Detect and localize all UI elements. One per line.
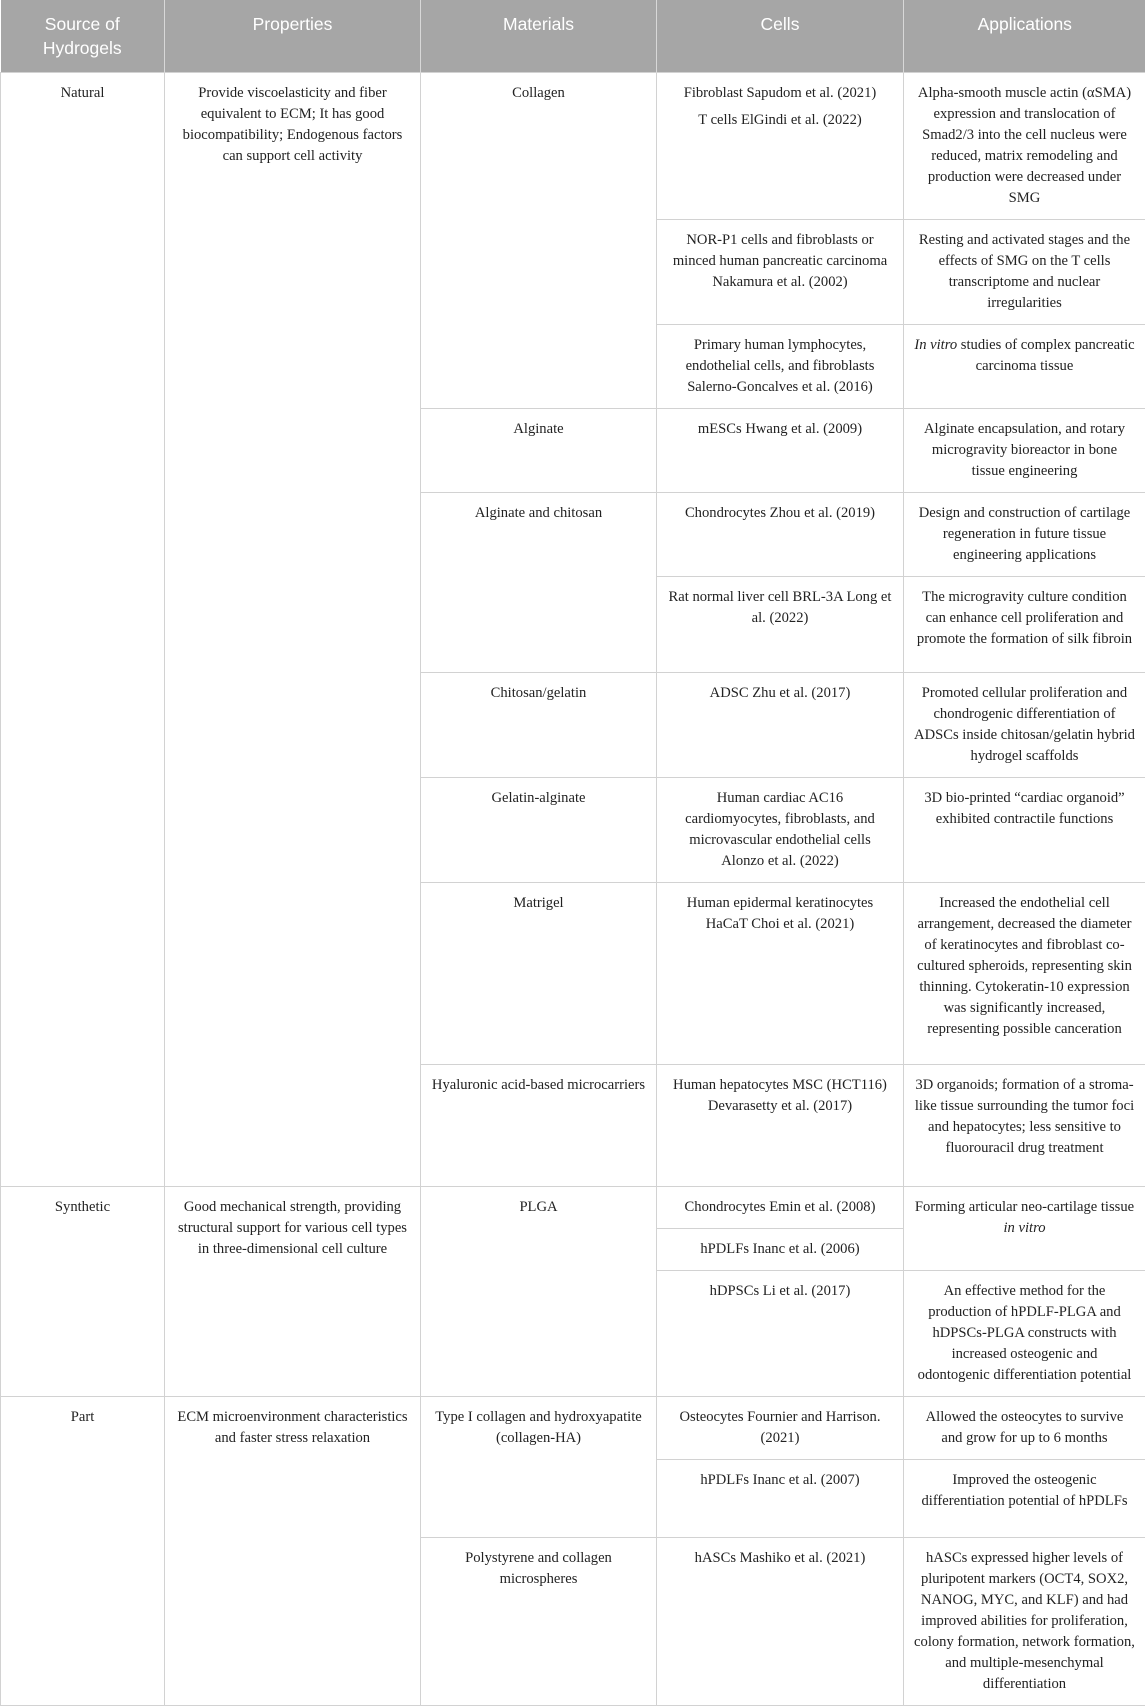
app-polystyrene: hASCs expressed higher levels of pluripotent markers (OCT4, SOX2, NANOG, MYC, and KLF) and had improved abilities for proliferation, colony formation, network formation, and multiple-mesenchymal differentiation xyxy=(904,1537,1145,1705)
app-collagen-ha-1: Allowed the osteocytes to survive and grow for up to 6 months xyxy=(904,1396,1145,1459)
app-matrigel: Increased the endothelial cell arrangement, decreased the diameter of keratinocytes and fibroblast co-cultured spheroids, representing skin thinning. Cytokeratin-10 expression was significantly increased, representing possible canceration xyxy=(904,882,1145,1064)
app-text: studies of complex pancreatic carcinoma tissue xyxy=(957,337,1135,374)
cells-alginate-chitosan-2: Rat normal liver cell BRL-3A Long et al. (2022) xyxy=(657,576,904,672)
source-part: Part xyxy=(1,1396,165,1705)
cells-collagen-1 xyxy=(657,72,904,219)
italic-text: In vitro xyxy=(914,337,957,353)
app-collagen-ha-2: Improved the osteogenic differentiation potential of hPDLFs xyxy=(904,1459,1145,1537)
cells-plga-2: hPDLFs Inanc et al. (2006) xyxy=(657,1228,904,1270)
header-properties: Properties xyxy=(165,0,421,72)
app-text: Forming articular neo-cartilage tissue xyxy=(915,1199,1134,1215)
material-collagen-ha: Type I collagen and hydroxyapatite (collagen-HA) xyxy=(421,1396,657,1537)
cells-text: Fibroblast Sapudom et al. (2021) xyxy=(667,83,893,104)
cells-hyaluronic: Human hepatocytes MSC (HCT116) Devarasetty et al. (2017) xyxy=(657,1064,904,1186)
properties-natural: Provide viscoelasticity and fiber equivalent to ECM; It has good biocompatibility; Endogenous factors can support cell activity xyxy=(165,72,421,1186)
cells-collagen-ha-2: hPDLFs Inanc et al. (2007) xyxy=(657,1459,904,1537)
table-header xyxy=(1,0,1145,72)
material-gelatin-alginate: Gelatin-alginate xyxy=(421,777,657,882)
material-collagen: Collagen xyxy=(421,72,657,408)
cells-alginate-chitosan-1: Chondrocytes Zhou et al. (2019) xyxy=(657,492,904,576)
material-chitosan-gelatin: Chitosan/gelatin xyxy=(421,672,657,777)
cells-gelatin-alginate: Human cardiac AC16 cardiomyocytes, fibroblasts, and microvascular endothelial cells Alonzo et al. (2022) xyxy=(657,777,904,882)
material-alginate-chitosan: Alginate and chitosan xyxy=(421,492,657,672)
properties-part: ECM microenvironment characteristics and faster stress relaxation xyxy=(165,1396,421,1705)
italic-text: in vitro xyxy=(1003,1220,1045,1236)
app-plga-1 xyxy=(904,1186,1145,1270)
cells-polystyrene: hASCs Mashiko et al. (2021) xyxy=(657,1537,904,1705)
header-materials: Materials xyxy=(421,0,657,72)
material-matrigel: Matrigel xyxy=(421,882,657,1064)
cells-chitosan-gelatin: ADSC Zhu et al. (2017) xyxy=(657,672,904,777)
properties-synthetic: Good mechanical strength, providing structural support for various cell types in three-dimensional cell culture xyxy=(165,1186,421,1396)
material-plga: PLGA xyxy=(421,1186,657,1396)
app-alginate-chitosan-2: The microgravity culture condition can enhance cell proliferation and promote the formation of silk fibroin xyxy=(904,576,1145,672)
app-collagen-1: Alpha-smooth muscle actin (αSMA) expression and translocation of Smad2/3 into the cell nucleus were reduced, matrix remodeling and production were decreased under SMG xyxy=(904,72,1145,219)
cells-text: T cells ElGindi et al. (2022) xyxy=(667,110,893,131)
material-hyaluronic: Hyaluronic acid-based microcarriers xyxy=(421,1064,657,1186)
source-natural: Natural xyxy=(1,72,165,1186)
app-chitosan-gelatin: Promoted cellular proliferation and chondrogenic differentiation of ADSCs inside chitosan/gelatin hybrid hydrogel scaffolds xyxy=(904,672,1145,777)
app-alginate: Alginate encapsulation, and rotary microgravity bioreactor in bone tissue engineering xyxy=(904,408,1145,492)
cells-alginate: mESCs Hwang et al. (2009) xyxy=(657,408,904,492)
app-collagen-3 xyxy=(904,324,1145,408)
material-alginate: Alginate xyxy=(421,408,657,492)
cells-collagen-ha-1: Osteocytes Fournier and Harrison. (2021) xyxy=(657,1396,904,1459)
app-gelatin-alginate: 3D bio-printed “cardiac organoid” exhibited contractile functions xyxy=(904,777,1145,882)
cells-collagen-2: NOR-P1 cells and fibroblasts or minced human pancreatic carcinoma Nakamura et al. (2002) xyxy=(657,219,904,324)
app-hyaluronic: 3D organoids; formation of a stroma-like tissue surrounding the tumor foci and hepatocytes; less sensitive to fluorouracil drug treatment xyxy=(904,1064,1145,1186)
header-cells: Cells xyxy=(657,0,904,72)
cells-collagen-3: Primary human lymphocytes, endothelial cells, and fibroblasts Salerno-Goncalves et al. (2016) xyxy=(657,324,904,408)
header-row xyxy=(1,0,1145,72)
app-plga-3: An effective method for the production of hPDLF-PLGA and hDPSCs-PLGA constructs with increased osteogenic and odontogenic differentiation potential xyxy=(904,1270,1145,1396)
table-row xyxy=(1,1186,1145,1228)
app-collagen-2: Resting and activated stages and the effects of SMG on the T cells transcriptome and nuclear irregularities xyxy=(904,219,1145,324)
header-source: Source of Hydrogels xyxy=(1,0,165,72)
table-row xyxy=(1,1396,1145,1459)
app-alginate-chitosan-1: Design and construction of cartilage regeneration in future tissue engineering applications xyxy=(904,492,1145,576)
material-polystyrene: Polystyrene and collagen microspheres xyxy=(421,1537,657,1705)
table-body xyxy=(1,72,1145,1705)
cells-plga-3: hDPSCs Li et al. (2017) xyxy=(657,1270,904,1396)
header-applications: Applications xyxy=(904,0,1145,72)
cells-plga-1: Chondrocytes Emin et al. (2008) xyxy=(657,1186,904,1228)
cells-matrigel: Human epidermal keratinocytes HaCaT Choi et al. (2021) xyxy=(657,882,904,1064)
table-row xyxy=(1,72,1145,219)
source-synthetic: Synthetic xyxy=(1,1186,165,1396)
